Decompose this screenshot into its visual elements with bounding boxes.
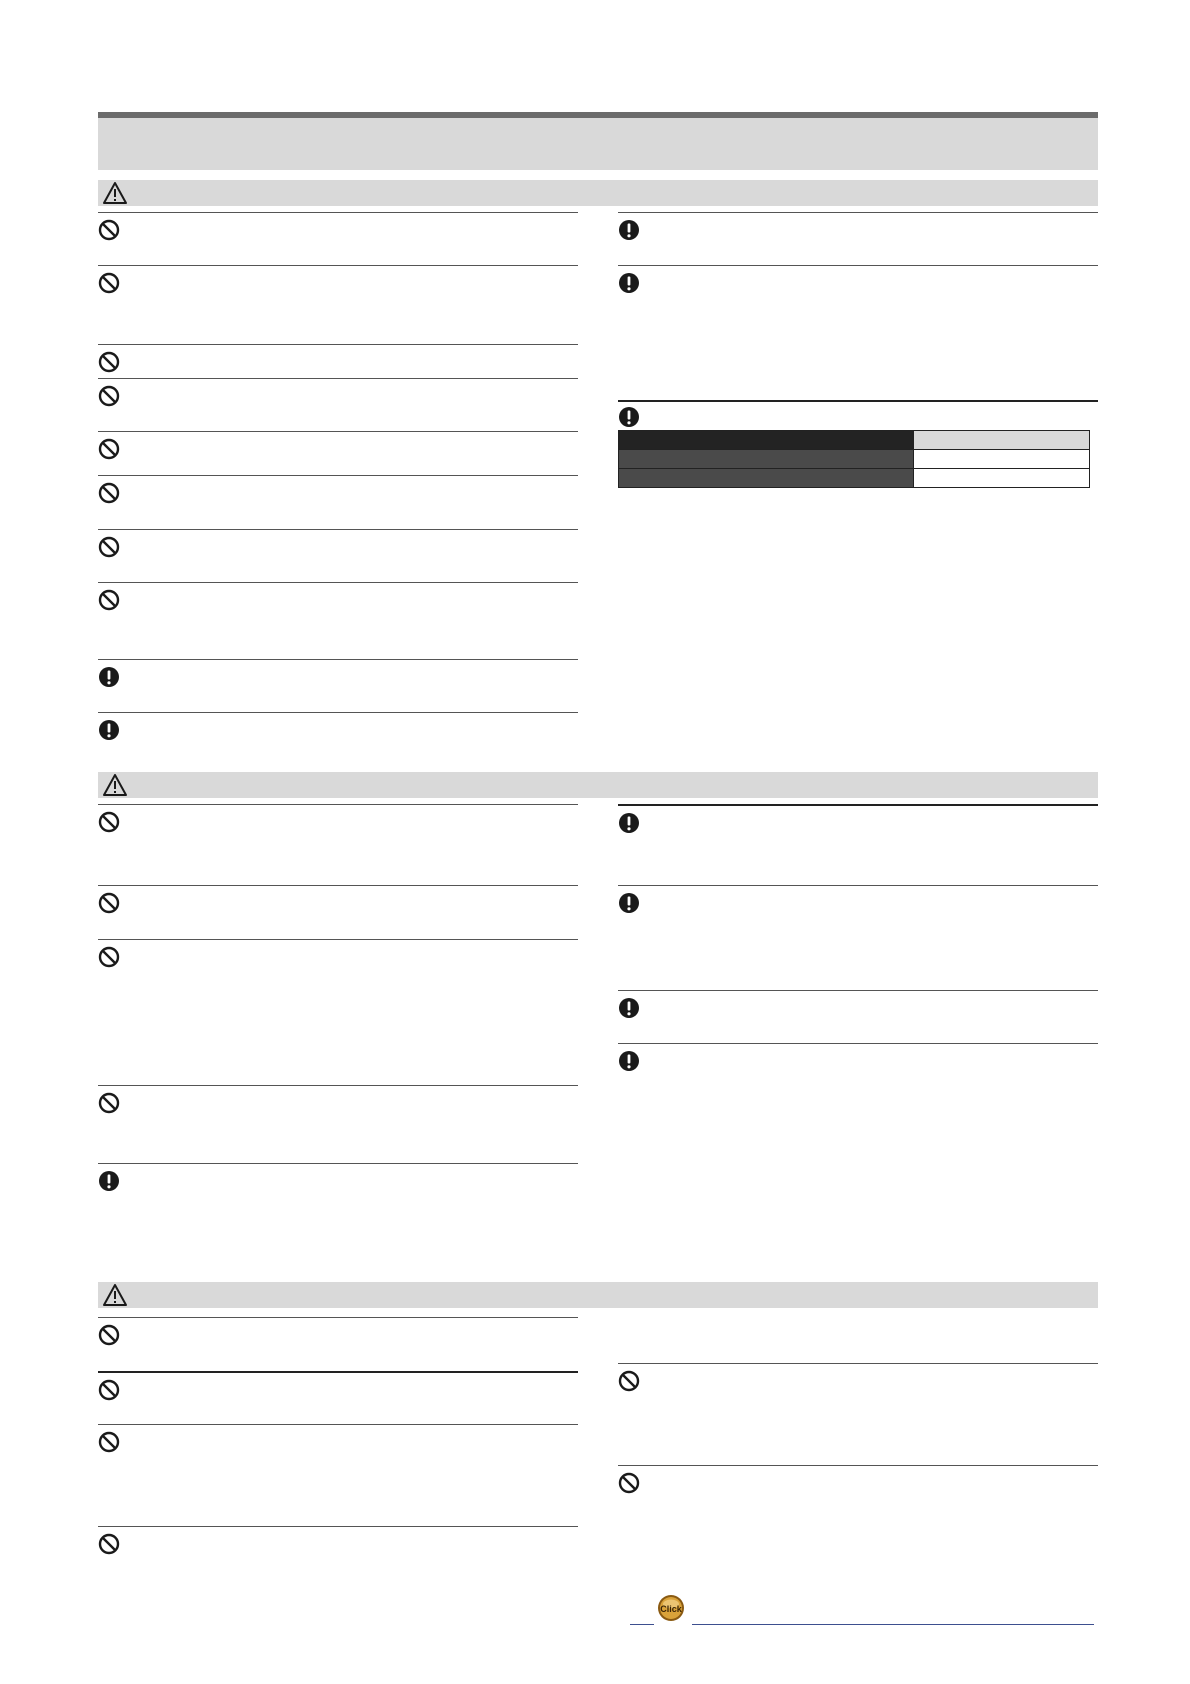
list-item (618, 1317, 1098, 1363)
prohibition-icon (618, 1370, 640, 1392)
mandatory-action-icon (98, 666, 120, 688)
warning-triangle-icon (102, 181, 128, 205)
click-badge-icon[interactable] (657, 1594, 685, 1622)
prohibition-icon (98, 351, 120, 373)
list-item (98, 804, 578, 885)
prohibition-icon (98, 438, 120, 460)
prohibition-icon (98, 385, 120, 407)
prohibition-icon (98, 272, 120, 294)
list-item (98, 1163, 578, 1273)
mandatory-action-icon (618, 812, 640, 834)
table-cell (619, 450, 914, 469)
page-title-band (98, 112, 1098, 170)
warning-triangle-icon (102, 773, 128, 797)
table-cell (914, 450, 1090, 469)
section-header-3 (98, 1282, 1098, 1308)
list-item (618, 990, 1098, 1043)
table-row (619, 469, 1090, 488)
list-item (98, 1317, 578, 1371)
list-item (98, 529, 578, 582)
mandatory-action-icon (618, 1050, 640, 1072)
table-cell (914, 431, 1090, 450)
list-item (618, 1363, 1098, 1465)
list-item (618, 1465, 1098, 1575)
list-item (618, 885, 1098, 990)
footer-link-underline-left (630, 1624, 654, 1625)
mandatory-action-icon (618, 997, 640, 1019)
list-item (618, 400, 1098, 430)
prohibition-icon (98, 1379, 120, 1401)
list-item (98, 344, 578, 378)
list-item (98, 885, 578, 939)
mandatory-action-icon (618, 406, 640, 428)
list-item (98, 1085, 578, 1163)
mandatory-action-icon (618, 219, 640, 241)
prohibition-icon (98, 589, 120, 611)
section-header-2 (98, 772, 1098, 798)
prohibition-icon (98, 219, 120, 241)
mandatory-action-icon (618, 892, 640, 914)
prohibition-icon (98, 892, 120, 914)
table-cell (619, 469, 914, 488)
table-row (619, 450, 1090, 469)
prohibition-icon (98, 1324, 120, 1346)
list-item (618, 1043, 1098, 1153)
prohibition-icon (98, 1431, 120, 1453)
list-item (98, 212, 578, 265)
list-item (98, 712, 578, 764)
table-cell (619, 431, 914, 450)
list-item (98, 1424, 578, 1526)
warning-triangle-icon (102, 1283, 128, 1307)
list-item (618, 212, 1098, 265)
list-item (98, 378, 578, 431)
section-header-1 (98, 180, 1098, 206)
prohibition-icon (98, 1092, 120, 1114)
prohibition-icon (98, 946, 120, 968)
list-item (98, 475, 578, 529)
prohibition-icon (98, 1533, 120, 1555)
list-item (618, 265, 1098, 400)
prohibition-icon (98, 482, 120, 504)
spec-table (618, 430, 1090, 488)
list-item (98, 939, 578, 1085)
list-item (618, 804, 1098, 885)
svg-text:Click: Click (660, 1604, 682, 1614)
mandatory-action-icon (98, 1170, 120, 1192)
list-item (98, 431, 578, 475)
footer-link-underline[interactable] (692, 1624, 1094, 1625)
list-item (98, 265, 578, 344)
list-item (98, 1526, 578, 1580)
mandatory-action-icon (618, 272, 640, 294)
prohibition-icon (618, 1472, 640, 1494)
prohibition-icon (98, 811, 120, 833)
table-row (619, 431, 1090, 450)
list-item (98, 659, 578, 712)
list-item (98, 1371, 578, 1424)
prohibition-icon (98, 536, 120, 558)
table-cell (914, 469, 1090, 488)
list-item (98, 582, 578, 659)
mandatory-action-icon (98, 719, 120, 741)
